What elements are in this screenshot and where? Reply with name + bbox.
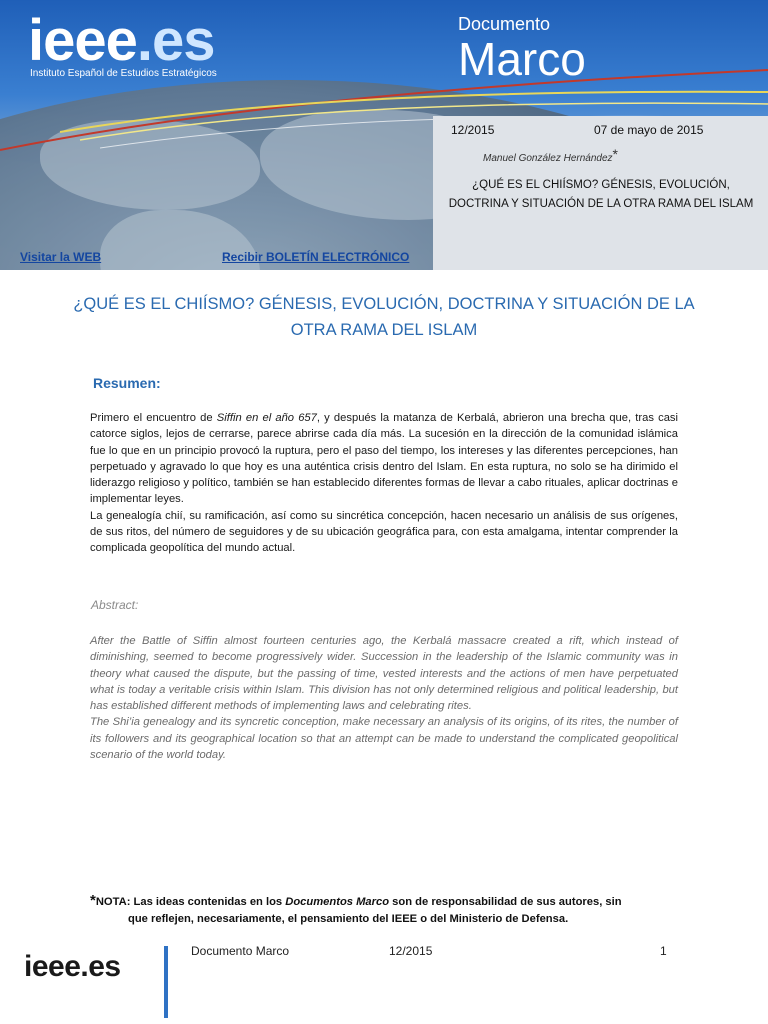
resumen-text: Primero el encuentro de — [90, 412, 217, 424]
resumen-heading: Resumen: — [93, 375, 161, 391]
logo-text-es: .es — [136, 8, 215, 73]
visit-web-link[interactable]: Visitar la WEB — [20, 250, 102, 264]
footer-logo — [24, 950, 121, 984]
footnote-text: son de responsabilidad de sus autores, sin — [389, 896, 622, 908]
resumen-paragraph-1 — [90, 410, 678, 508]
resumen-text: , y después la matanza de Kerbalá, abrieron una brecha que, tras casi catorce siglos, lejos de cerrarse, parece abrirse cada día más. La sucesión en la dirección de la comunidad islámica fue lo que en un principio provocó la ruptura, pero el paso del tiempo, los intereses y las diferentes percepciones, han perpetuado y agravado lo que hoy es una auténtica crisis dentro del Islam. En esta ruptura, no solo se ha dirimido el liderazgo religioso y político, también se han establecido diferentes formas de llevar a cabo rituales, aplicar doctrinas e implementar leyes. — [90, 412, 678, 506]
resumen-italic: Siffin en el año 657 — [216, 412, 317, 424]
footer-doc-name: Documento Marco — [191, 944, 290, 958]
resumen-body — [90, 410, 678, 557]
footnote-italic: Documentos Marco — [285, 896, 390, 908]
document-title: ¿QUÉ ES EL CHIÍSMO? GÉNESIS, EVOLUCIÓN, DOCTRINA Y SITUACIÓN DE LA OTRA RAMA DEL ISLAM — [73, 295, 695, 339]
abstract-body — [90, 633, 678, 763]
footnote-star: * — [90, 892, 96, 909]
doc-number: 12/2015 — [451, 123, 495, 137]
footnote — [90, 892, 678, 928]
footer-divider — [164, 946, 168, 1018]
abstract-heading: Abstract: — [91, 598, 139, 612]
ieee-logo — [28, 8, 215, 73]
footer-logo-ieee: ieee — [24, 950, 81, 983]
doc-date: 07 de mayo de 2015 — [594, 123, 704, 137]
abstract-paragraph-1: After the Battle of Siffin almost fourteen centuries ago, the Kerbalá massacre created a rift, which instead of diminishing, seemed to become progressively wider. Succession in the leadership of the Islamic community was in theory what caused the dispute, but the passing of time, vested interests and the actions of men have perpetuated what is today a veritable crisis within Islam. This division has not only determined religious and political leadership, but has established different methods of implementing laws and celebrating rites. — [90, 635, 678, 713]
logo-text-ieee: ieee — [28, 8, 137, 73]
header-banner — [0, 0, 768, 270]
page-number: 1 — [660, 944, 667, 958]
doc-label: Documento — [458, 14, 551, 34]
footer-doc-number: 12/2015 — [389, 944, 433, 958]
abstract-paragraph-2: The Shi’ia genealogy and its syncretic conception, make necessary an analysis of its origins, of its rites, the number of its followers and its geographical location so that an attempt can be made to understand the complicated geopolitical scenario of the world today. — [90, 716, 678, 762]
author — [483, 146, 618, 164]
newsletter-link[interactable]: Recibir BOLETÍN ELECTRÓNICO — [222, 250, 410, 264]
footnote-line-2: que reflejen, necesariamente, el pensamiento del IEEE o del Ministerio de Defensa. — [128, 913, 569, 925]
footer-logo-es: .es — [80, 950, 121, 983]
resumen-paragraph-2: La genealogía chií, su ramificación, así como su sincrética concepción, hacen necesario un análisis de sus orígenes, de sus ritos, del número de seguidores y de su ubicación geográfica para, con esta amalgama, intentar comprender la complicada geopolítica del mundo actual. — [90, 509, 678, 555]
author-name: Manuel González Hernández — [483, 153, 613, 164]
doc-type: Marco — [458, 33, 586, 85]
panel-title: ¿QUÉ ES EL CHIÍSMO? GÉNESIS, EVOLUCIÓN, DOCTRINA Y SITUACIÓN DE LA OTRA RAMA DEL ISLAM — [448, 179, 754, 210]
author-footnote-mark: * — [612, 146, 618, 162]
footnote-text: Las ideas contenidas en los — [130, 896, 286, 908]
logo-subtitle: Instituto Español de Estudios Estratégicos — [30, 68, 217, 79]
footnote-label: NOTA: — [95, 896, 131, 908]
